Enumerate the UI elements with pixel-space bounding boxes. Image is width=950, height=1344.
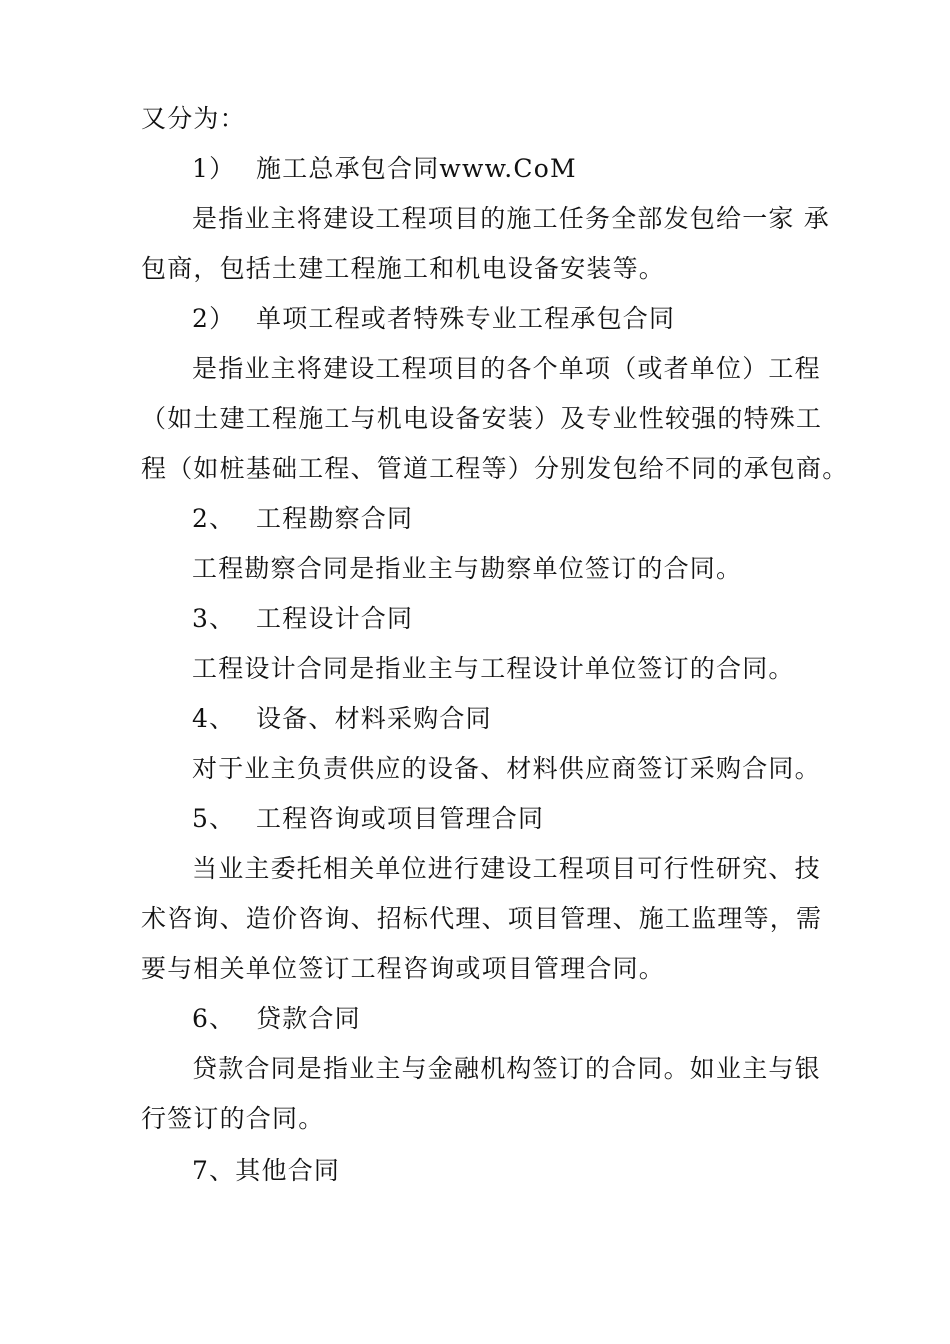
item-1-heading [192, 152, 577, 186]
section-6-number: 6、 [192, 1004, 236, 1033]
item-1-title: 施工总承包合同www.CoM [256, 154, 577, 183]
section-7-heading: 7、其他合同 [192, 1156, 341, 1185]
section-5-number: 5、 [192, 804, 236, 833]
section-6-paragraph-line-2: 行签订的合同。 [141, 1104, 325, 1133]
item-2-number: 2） [192, 304, 236, 333]
section-3-paragraph: 工程设计合同是指业主与工程设计单位签订的合同。 [192, 654, 795, 683]
section-6-heading [192, 1002, 361, 1036]
para-2-line-1: 是指业主将建设工程项目的各个单项（或者单位）工程 [192, 354, 821, 383]
para-1-line-2: 包商，包括土建工程施工和机电设备安装等。 [141, 254, 666, 283]
para-1-line-1: 是指业主将建设工程项目的施工任务全部发包给一家 承 [192, 204, 830, 233]
section-6-paragraph-line-1: 贷款合同是指业主与金融机构签订的合同。如业主与银 [192, 1054, 821, 1083]
item-1-number: 1） [192, 154, 236, 183]
section-3-heading [192, 602, 413, 636]
section-4-number: 4、 [192, 704, 236, 733]
section-5-title: 工程咨询或项目管理合同 [256, 804, 545, 833]
section-4-heading [192, 702, 492, 736]
intro-text: 又分为： [141, 104, 246, 133]
section-6-title: 贷款合同 [256, 1004, 361, 1033]
section-5-paragraph-line-1: 当业主委托相关单位进行建设工程项目可行性研究、技 [192, 854, 821, 883]
section-2-paragraph: 工程勘察合同是指业主与勘察单位签订的合同。 [192, 554, 743, 583]
section-4-paragraph: 对于业主负责供应的设备、材料供应商签订采购合同。 [192, 754, 821, 783]
section-5-paragraph-line-3: 要与相关单位签订工程咨询或项目管理合同。 [141, 954, 666, 983]
section-2-number: 2、 [192, 504, 236, 533]
para-2-line-2: （如土建工程施工与机电设备安装）及专业性较强的特殊工 [141, 404, 823, 433]
section-2-title: 工程勘察合同 [256, 504, 414, 533]
section-2-heading [192, 502, 413, 536]
section-5-heading [192, 802, 544, 836]
item-2-heading [192, 302, 675, 336]
section-5-paragraph-line-2: 术咨询、造价咨询、招标代理、项目管理、施工监理等，需 [141, 904, 823, 933]
para-2-line-3: 程（如桩基础工程、管道工程等）分别发包给不同的承包商。 [141, 454, 849, 483]
section-3-number: 3、 [192, 604, 236, 633]
section-3-title: 工程设计合同 [256, 604, 414, 633]
item-2-title: 单项工程或者特殊专业工程承包合同 [256, 304, 676, 333]
section-4-title: 设备、材料采购合同 [256, 704, 492, 733]
